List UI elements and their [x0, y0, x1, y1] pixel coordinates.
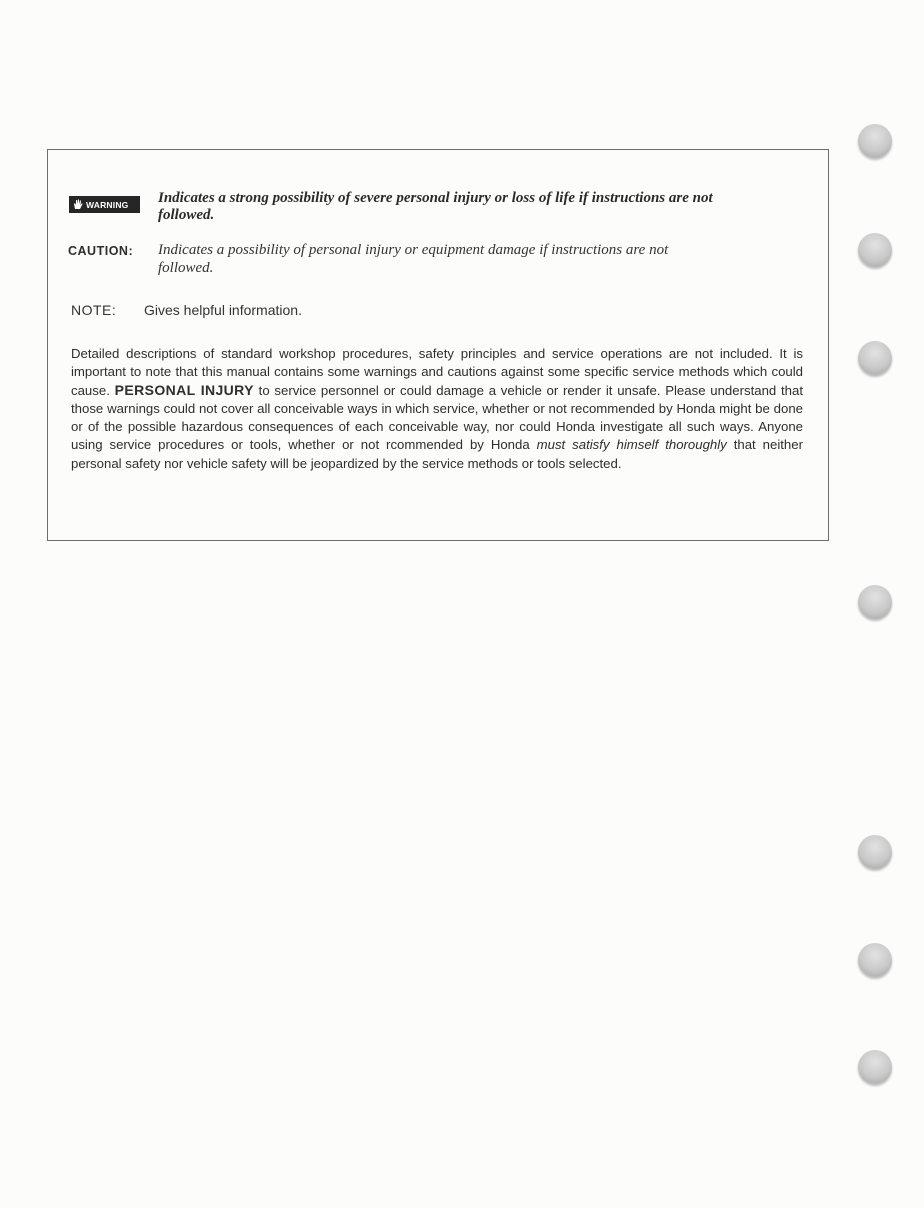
- disclaimer-paragraph: [71, 345, 803, 473]
- binder-hole: [858, 233, 892, 267]
- warning-badge-label: WARNING: [86, 199, 129, 210]
- note-label: NOTE:: [71, 302, 117, 318]
- disclaimer-part-2: to service personnel or could damage a vehicle or render it unsafe. Please understand that those warnings could not cover all conceivable ways in which service, whether or not recommended by Honda might be done or of the possible hazardous consequences of each conceivable way, nor could Honda investigate all such ways. Anyone using service procedures or tools, whether or not rcommended by Honda: [71, 383, 803, 453]
- binder-hole: [858, 124, 892, 158]
- caution-description: Indicates a possibility of personal injury or equipment damage if instructions are not followed.: [158, 242, 669, 276]
- binder-hole: [858, 835, 892, 869]
- binder-hole: [858, 1050, 892, 1084]
- disclaimer-part-1: Detailed descriptions of standard workshop procedures, safety principles and service operations are not included. It is important to note that this manual contains some warnings and cautions against some specific service methods which could cause.: [71, 346, 803, 399]
- note-description: Gives helpful information.: [144, 302, 302, 318]
- personal-injury-emphasis: PERSONAL INJURY: [114, 382, 254, 399]
- warning-description: Indicates a strong possibility of severe personal injury or loss of life if instructions are not followed.: [158, 190, 713, 223]
- binder-hole: [858, 585, 892, 619]
- disclaimer-part-3: that neither personal safety nor vehicle safety will be jeopardized by the service methods or tools selected.: [71, 437, 803, 471]
- caution-label: CAUTION:: [68, 244, 134, 258]
- binder-hole: [858, 943, 892, 977]
- binder-hole: [858, 341, 892, 375]
- must-satisfy-emphasis: must satisfy himself thoroughly: [536, 437, 727, 453]
- warning-badge: [69, 196, 140, 213]
- hand-warning-icon: [73, 199, 83, 210]
